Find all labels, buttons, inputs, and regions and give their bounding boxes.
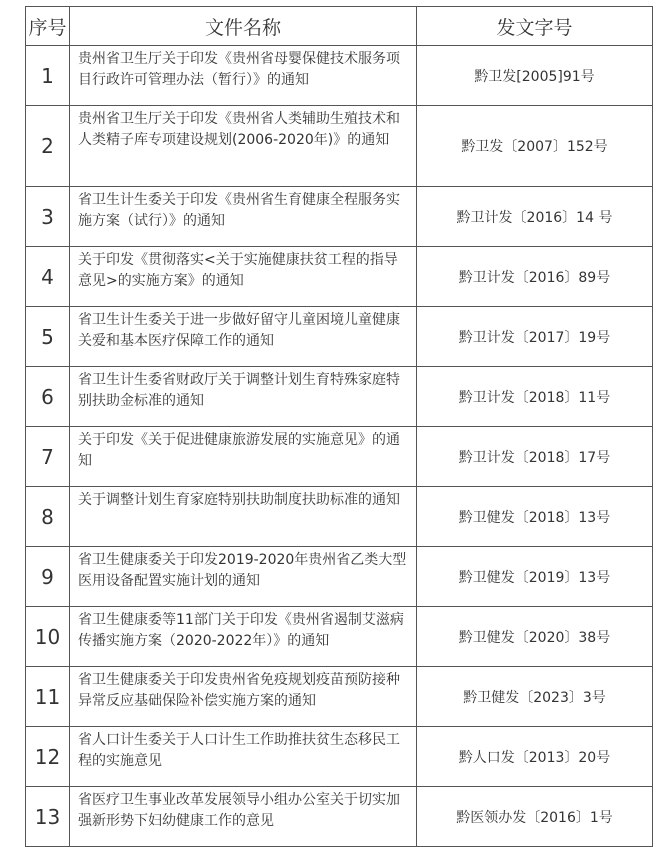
table-row [26,547,653,607]
row-document-code: 黔卫健发〔2020〕38号 [417,607,653,667]
header-document-name: 文件名称 [70,7,417,46]
row-document-code: 黔卫健发〔2019〕13号 [417,547,653,607]
row-serial-number: 2 [26,106,70,187]
row-document-code: 黔卫健发〔2018〕13号 [417,487,653,547]
row-serial-number: 9 [26,547,70,607]
table-row [26,667,653,727]
row-serial-number: 12 [26,727,70,787]
row-document-code: 黔卫计发〔2018〕17号 [417,427,653,487]
row-serial-number: 7 [26,427,70,487]
table-row [26,106,653,187]
row-document-name: 贵州省卫生厅关于印发《贵州省母婴保健技术服务项目行政许可管理办法（暂行）》的通知 [70,46,417,106]
header-document-code: 发文字号 [417,7,653,46]
row-document-name: 省卫生健康委关于印发2019-2020年贵州省乙类大型医用设备配置实施计划的通知 [70,547,417,607]
row-document-name: 省人口计生委关于人口计生工作助推扶贫生态移民工程的实施意见 [70,727,417,787]
table-row [26,427,653,487]
row-document-name: 省卫生计生委关于印发《贵州省生育健康全程服务实施方案（试行）》的通知 [70,187,417,247]
row-serial-number: 6 [26,367,70,427]
table-row [26,487,653,547]
row-document-code: 黔卫计发〔2016〕89号 [417,247,653,307]
row-serial-number: 3 [26,187,70,247]
row-document-code: 黔卫健发〔2023〕3号 [417,667,653,727]
table-header-row [26,7,653,46]
row-document-name: 关于调整计划生育家庭特别扶助制度扶助标准的通知 [70,487,417,547]
table-row [26,727,653,787]
row-document-code: 黔人口发〔2013〕20号 [417,727,653,787]
row-document-code: 黔卫计发〔2018〕11号 [417,367,653,427]
row-serial-number: 4 [26,247,70,307]
row-document-code: 黔卫计发〔2016〕14 号 [417,187,653,247]
row-serial-number: 10 [26,607,70,667]
row-document-name: 关于印发《关于促进健康旅游发展的实施意见》的通知 [70,427,417,487]
table-row [26,46,653,106]
table-row [26,307,653,367]
row-document-name: 省卫生计生委关于进一步做好留守儿童困境儿童健康关爱和基本医疗保障工作的通知 [70,307,417,367]
row-serial-number: 8 [26,487,70,547]
header-serial-number: 序号 [26,7,70,46]
row-document-name: 省医疗卫生事业改革发展领导小组办公室关于切实加强新形势下妇幼健康工作的意见 [70,787,417,847]
row-serial-number: 11 [26,667,70,727]
table-row [26,247,653,307]
document-table [25,6,653,847]
table-row [26,187,653,247]
row-serial-number: 5 [26,307,70,367]
row-document-name: 省卫生健康委等11部门关于印发《贵州省遏制艾滋病传播实施方案（2020-2022年）》的通知 [70,607,417,667]
row-document-code: 黔卫发[2005]91号 [417,46,653,106]
row-serial-number: 1 [26,46,70,106]
row-document-name: 贵州省卫生厅关于印发《贵州省人类辅助生殖技术和人类精子库专项建设规划(2006-2020年)》的通知 [70,106,417,187]
table-row [26,607,653,667]
row-document-name: 省卫生计生委省财政厅关于调整计划生育特殊家庭特别扶助金标准的通知 [70,367,417,427]
row-document-code: 黔卫发〔2007〕152号 [417,106,653,187]
table-row [26,787,653,847]
row-document-code: 黔卫计发〔2017〕19号 [417,307,653,367]
table-row [26,367,653,427]
row-document-name: 关于印发《贯彻落实<关于实施健康扶贫工程的指导意见>的实施方案》的通知 [70,247,417,307]
row-document-name: 省卫生健康委关于印发贵州省免疫规划疫苗预防接种异常反应基础保险补偿实施方案的通知 [70,667,417,727]
row-serial-number: 13 [26,787,70,847]
row-document-code: 黔医领办发〔2016〕1号 [417,787,653,847]
